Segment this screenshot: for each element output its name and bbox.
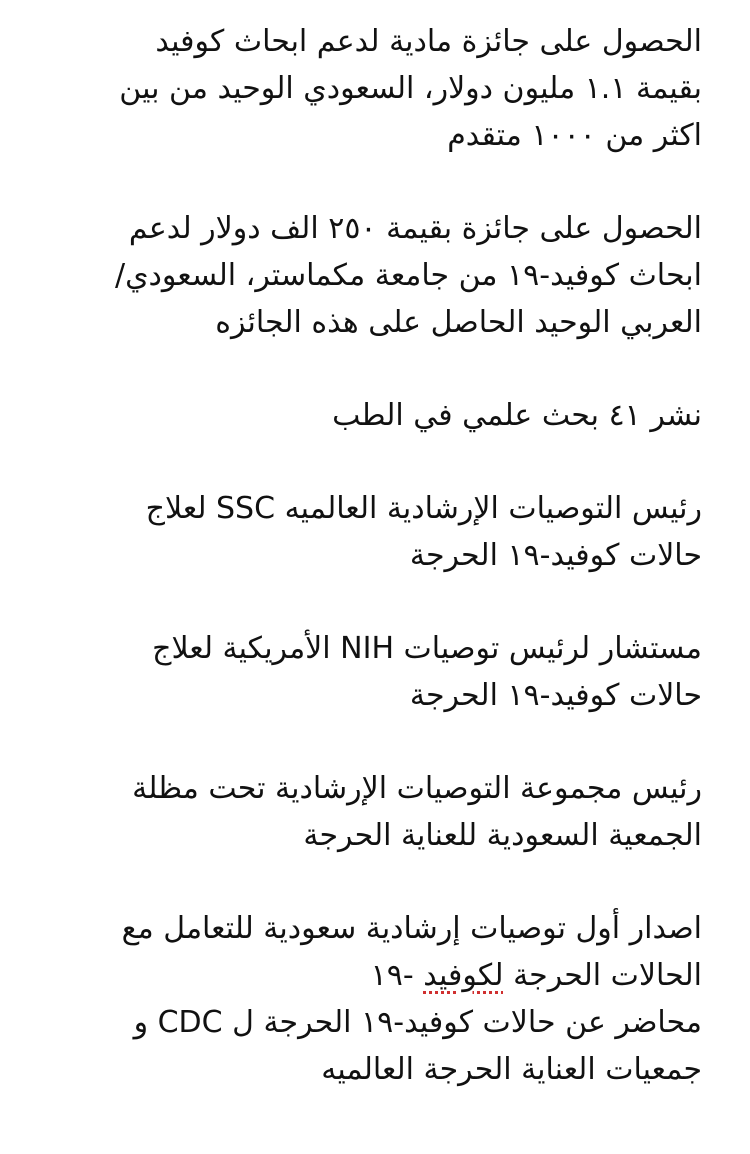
- achievement-paragraph-saudi-guidelines-chair: [62, 765, 702, 859]
- achievement-paragraph-first-guidelines: [62, 905, 702, 1093]
- text-line: محاضر عن حالات كوفيد-١٩ الحرجة ل CDC و: [133, 1005, 702, 1040]
- text-line: بقيمة ١.١ مليون دولار، السعودي الوحيد من بين: [119, 71, 702, 106]
- text-line: جمعيات العناية الحرجة العالميه: [321, 1052, 702, 1087]
- text-line: اصدار أول توصيات إرشادية سعودية للتعامل مع: [121, 911, 702, 946]
- text-segment: الحالات الحرجة: [503, 958, 702, 993]
- text-segment: -١٩: [370, 958, 424, 993]
- text-line: مستشار لرئيس توصيات NIH الأمريكية لعلاج: [152, 631, 702, 666]
- text-line: رئيس التوصيات الإرشادية العالميه SSC لعلاج: [145, 491, 702, 526]
- text-line: رئيس مجموعة التوصيات الإرشادية تحت مظلة: [132, 771, 702, 806]
- text-line: الجمعية السعودية للعناية الحرجة: [303, 818, 702, 853]
- spellcheck-flagged-word[interactable]: لكوفيد: [423, 958, 504, 993]
- text-line: اكثر من ١٠٠٠ متقدم: [447, 118, 702, 153]
- achievement-paragraph-publications: [62, 392, 702, 439]
- text-line: الحصول على جائزة بقيمة ٢٥٠ الف دولار لدعم: [128, 211, 702, 246]
- achievements-document: [62, 18, 702, 1093]
- achievement-paragraph-mcmaster-award: [62, 205, 702, 346]
- text-line: العربي الوحيد الحاصل على هذه الجائزه: [215, 305, 702, 340]
- achievement-paragraph-ssc-chair: [62, 485, 702, 579]
- text-line: نشر ٤١ بحث علمي في الطب: [332, 398, 702, 433]
- text-line: حالات كوفيد-١٩ الحرجة: [409, 678, 702, 713]
- text-line: الحصول على جائزة مادية لدعم ابحاث كوفيد: [155, 24, 702, 59]
- achievement-paragraph-covid-award: [62, 18, 702, 159]
- text-line: [62, 952, 702, 999]
- text-line: حالات كوفيد-١٩ الحرجة: [409, 538, 702, 573]
- text-line: ابحاث كوفيد-١٩ من جامعة مكماستر، السعودي/: [114, 258, 702, 293]
- achievement-paragraph-nih-advisor: [62, 625, 702, 719]
